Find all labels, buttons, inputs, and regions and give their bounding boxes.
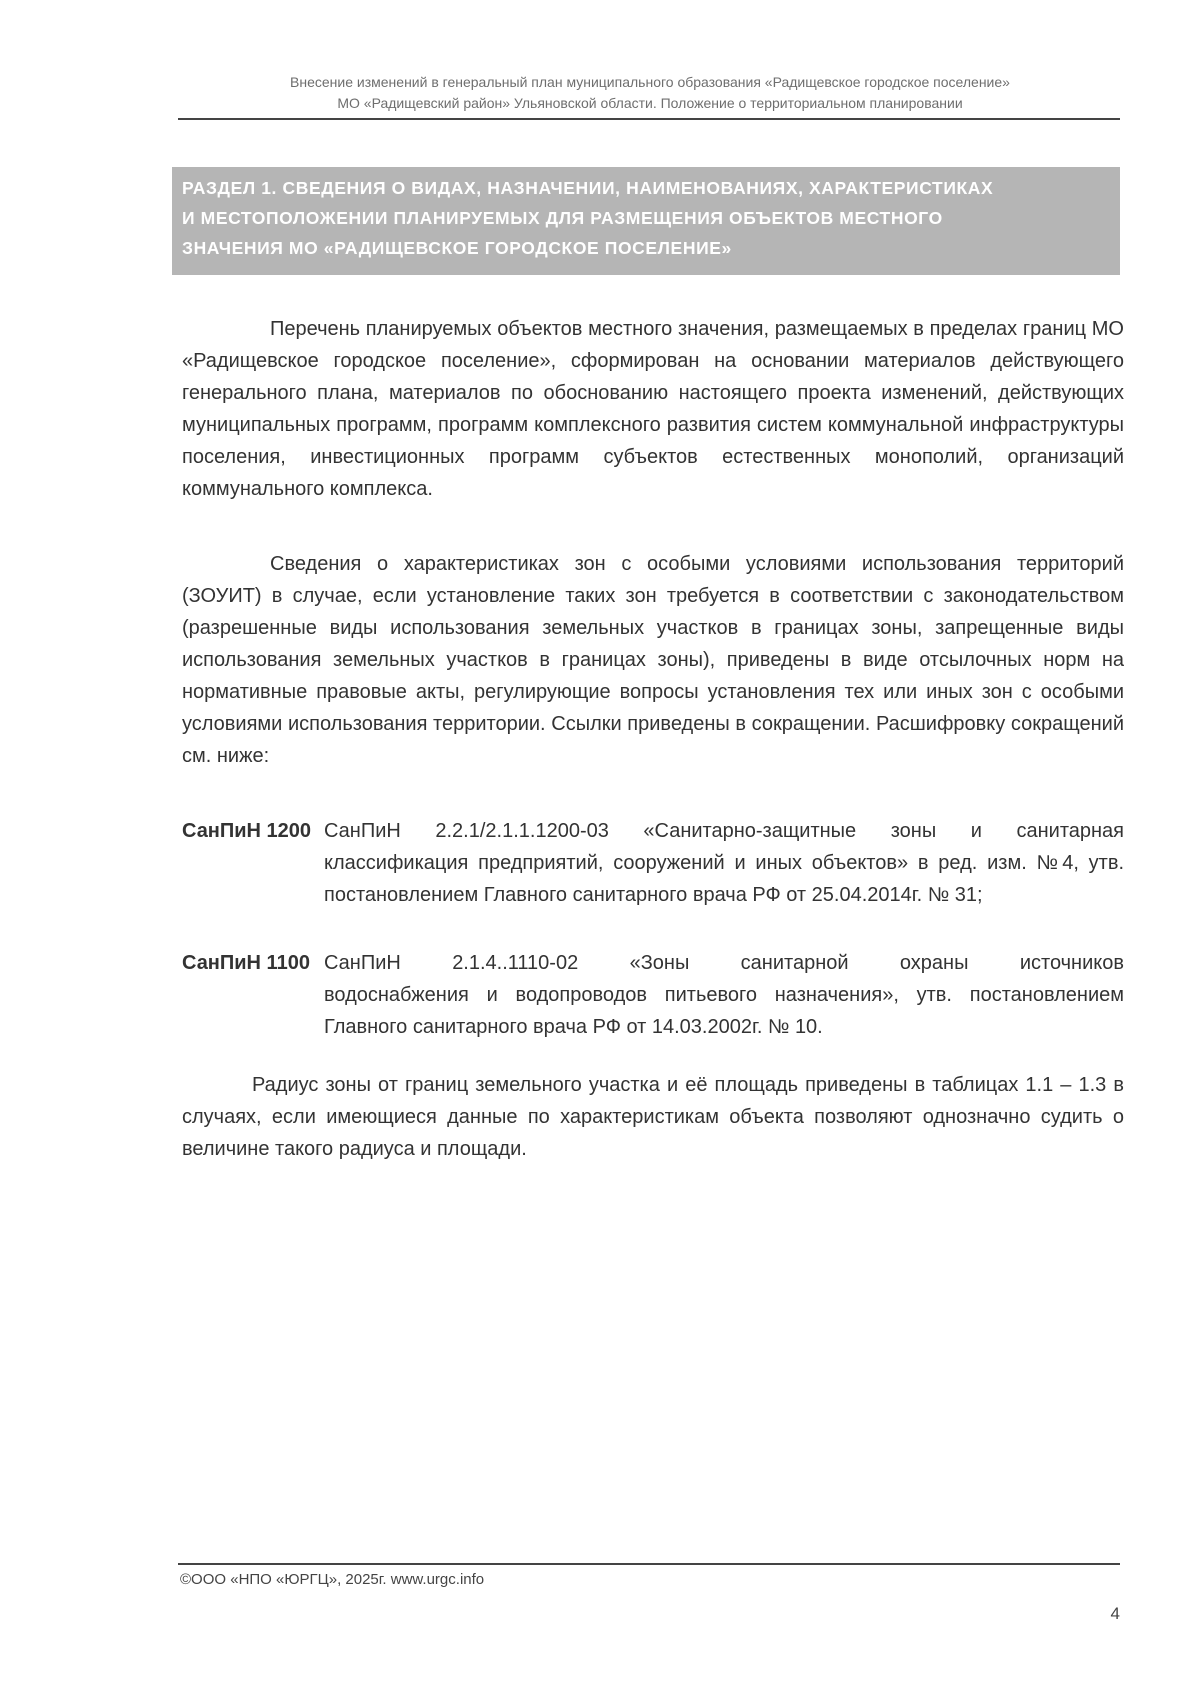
reference-sanpin-1200: [182, 815, 1124, 911]
reference-text: [324, 815, 1124, 847]
header-divider: [178, 118, 1120, 120]
footer-copyright: ©ООО «НПО «ЮРГЦ», 2025г. www.urgc.info: [180, 1571, 485, 1588]
reference-label: СанПиН 1100: [182, 952, 310, 974]
reference-text-continuation: классификация предприятий, сооружений и иных объектов» в ред. изм. №4, утв. постановлением Главного санитарного врача РФ от 25.04.2014г. № 31;: [324, 852, 1124, 906]
section-title-line-1: РАЗДЕЛ 1. СВЕДЕНИЯ О ВИДАХ, НАЗНАЧЕНИИ, НАИМЕНОВАНИЯХ, ХАРАКТЕРИСТИКАХ: [182, 178, 994, 198]
page-number: 4: [1110, 1604, 1120, 1623]
section-title-line-2: И МЕСТОПОЛОЖЕНИИ ПЛАНИРУЕМЫХ ДЛЯ РАЗМЕЩЕНИЯ ОБЪЕКТОВ МЕСТНОГО: [182, 208, 943, 228]
reference-text: [324, 947, 1124, 979]
reference-text-first-line: СанПиН 2.2.1/2.1.1.1200-03 «Санитарно-защитные зоны и санитарная: [324, 820, 1124, 842]
paragraph-zouit-info: Сведения о характеристиках зон с особыми условиями использования территорий (ЗОУИТ) в случае, если установление таких зон требуется в соответствии с законодательством (разрешенные виды использования земельных участков в границах зоны, запрещенные виды использования земельных участков в границах зоны), приведены в виде отсылочных норм на нормативные правовые акты, регулирующие вопросы установления тех или иных зон с особыми условиями использования территории. Ссылки приведены в сокращении. Расшифровку сокращений см. ниже:: [182, 553, 1124, 767]
running-header-line-2: МО «Радищевский район» Ульяновской области. Положение о территориальном планировании: [337, 95, 963, 111]
running-header: [180, 72, 1120, 114]
paragraph-objects-list: Перечень планируемых объектов местного значения, размещаемых в пределах границ МО «Радищевское городское поселение», сформирован на основании материалов действующего генерального плана, материалов по обоснованию настоящего проекта изменений, действующих муниципальных программ, программ комплексного развития систем коммунальной инфраструктуры поселения, инвестиционных программ субъектов естественных монополий, организаций коммунального комплекса.: [182, 318, 1124, 500]
running-header-line-1: Внесение изменений в генеральный план муниципального образования «Радищевское городское поселение»: [290, 74, 1010, 90]
footer-divider: [178, 1563, 1120, 1565]
reference-label: СанПиН 1200: [182, 820, 312, 842]
section-title-banner: [172, 167, 1120, 275]
reference-sanpin-1100: [182, 947, 1124, 1043]
paragraph-radius-note: Радиус зоны от границ земельного участка и её площадь приведены в таблицах 1.1 – 1.3 в случаях, если имеющиеся данные по характеристикам объекта позволяют однозначно судить о величине такого радиуса и площади.: [182, 1074, 1124, 1160]
reference-text-continuation: водоснабжения и водопроводов питьевого назначения», утв. постановлением Главного санитарного врача РФ от 14.03.2002г. № 10.: [324, 984, 1124, 1038]
section-title-line-3: ЗНАЧЕНИЯ МО «РАДИЩЕВСКОЕ ГОРОДСКОЕ ПОСЕЛЕНИЕ»: [182, 238, 732, 258]
reference-text-first-line: СанПиН 2.1.4..1110-02 «Зоны санитарной охраны источников: [324, 952, 1124, 974]
